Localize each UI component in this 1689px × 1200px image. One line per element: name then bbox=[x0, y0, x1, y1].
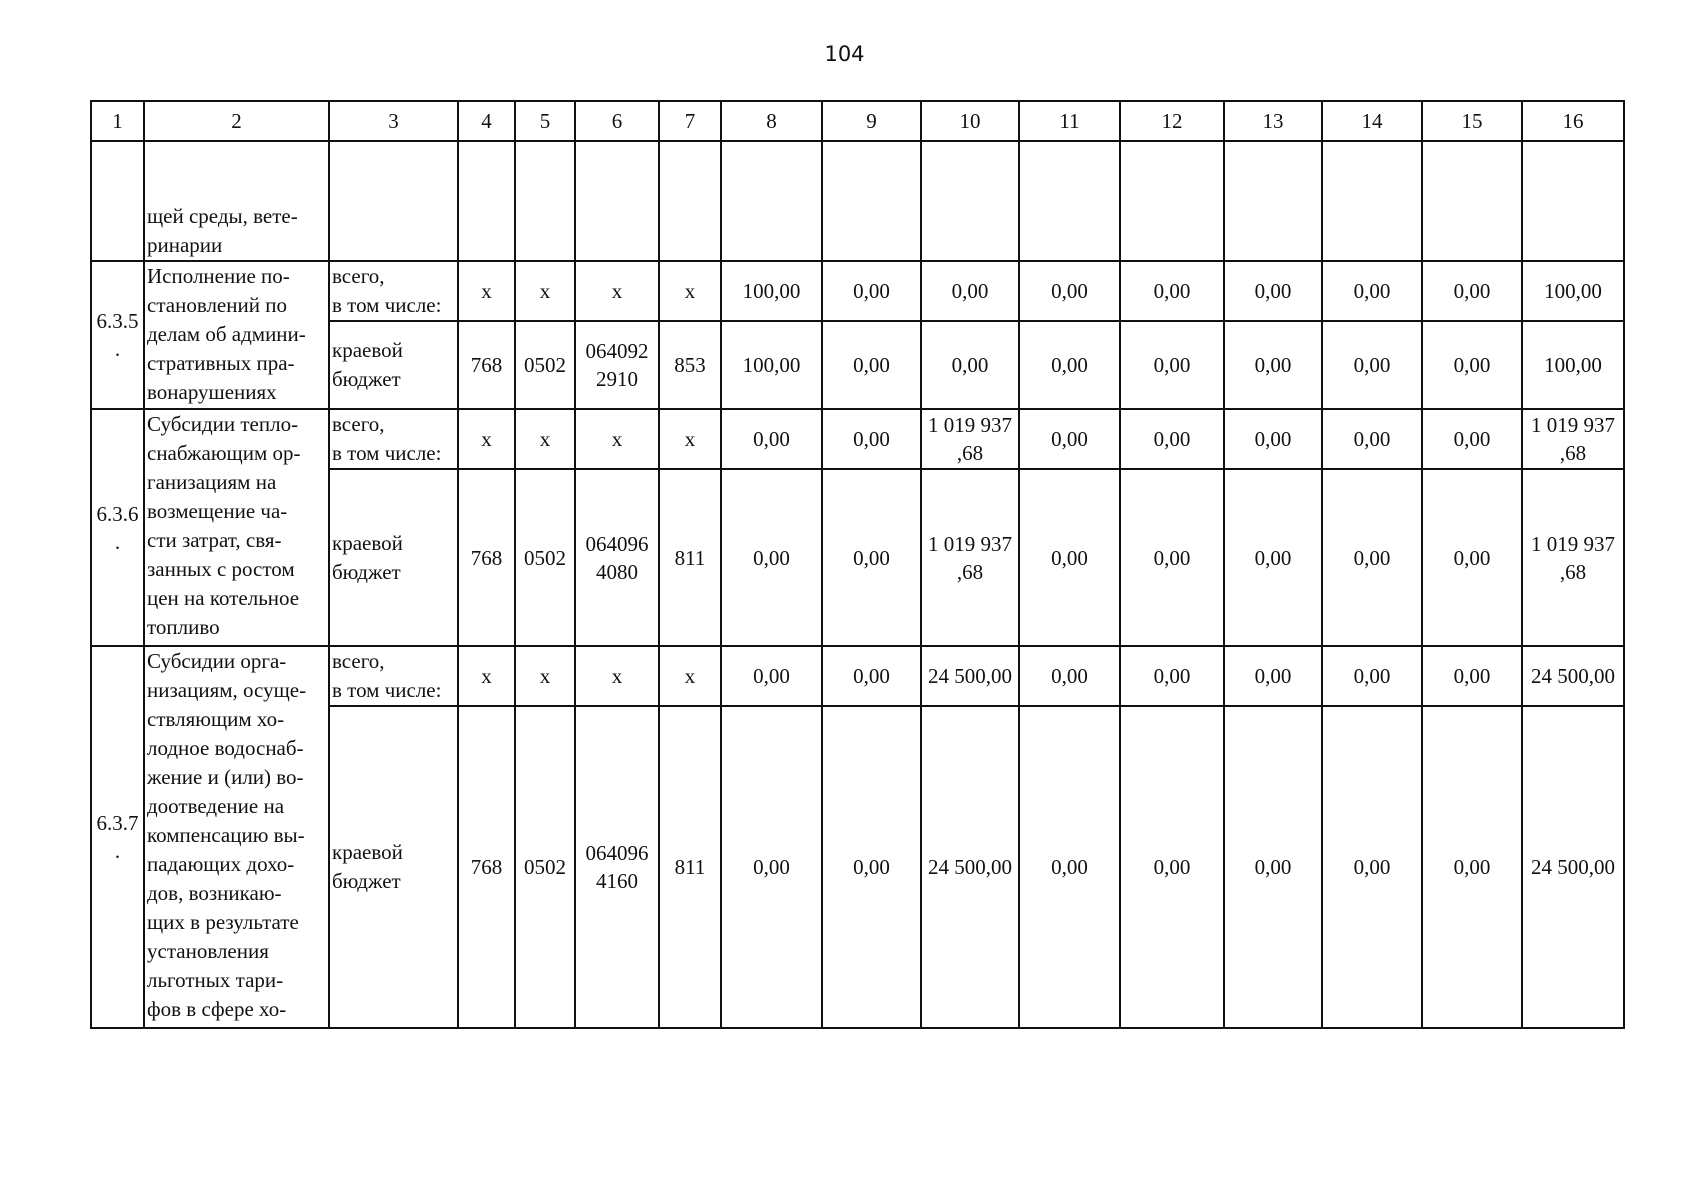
row-6-3-5-total bbox=[91, 261, 1624, 321]
cell-c4: x bbox=[458, 261, 515, 321]
cell-c12: 0,00 bbox=[1120, 706, 1224, 1028]
cell-c6: x bbox=[575, 409, 659, 469]
empty-cell bbox=[458, 141, 515, 261]
column-number: 2 bbox=[144, 101, 329, 141]
cell-c7: x bbox=[659, 409, 721, 469]
cell-c13: 0,00 bbox=[1224, 646, 1322, 706]
regional-label: краевой бюджет bbox=[329, 469, 458, 646]
cell-c7: x bbox=[659, 646, 721, 706]
cell-c11: 0,00 bbox=[1019, 469, 1120, 646]
cell-c6: x bbox=[575, 261, 659, 321]
empty-cell bbox=[1422, 141, 1522, 261]
cell-c16: 24 500,00 bbox=[1522, 706, 1624, 1028]
cell-c13: 0,00 bbox=[1224, 261, 1322, 321]
cell-c6: 064096 4160 bbox=[575, 706, 659, 1028]
cell-c6: 064096 4080 bbox=[575, 469, 659, 646]
column-number: 14 bbox=[1322, 101, 1422, 141]
cell-c9: 0,00 bbox=[822, 321, 921, 409]
cell-c13: 0,00 bbox=[1224, 706, 1322, 1028]
cell-c14: 0,00 bbox=[1322, 261, 1422, 321]
cell-c8: 0,00 bbox=[721, 706, 822, 1028]
cell-c10: 0,00 bbox=[921, 261, 1019, 321]
cell-c14: 0,00 bbox=[1322, 409, 1422, 469]
column-number-row bbox=[91, 101, 1624, 141]
row-6-3-7-total bbox=[91, 646, 1624, 706]
cell-c13: 0,00 bbox=[1224, 409, 1322, 469]
row-name: Исполнение по- становлений по делам об админи- стративных пра- вонарушениях bbox=[144, 261, 329, 409]
column-number: 8 bbox=[721, 101, 822, 141]
empty-cell bbox=[515, 141, 575, 261]
column-number: 1 bbox=[91, 101, 144, 141]
column-number: 12 bbox=[1120, 101, 1224, 141]
cell-c14: 0,00 bbox=[1322, 469, 1422, 646]
cell-c9: 0,00 bbox=[822, 646, 921, 706]
empty-cell bbox=[921, 141, 1019, 261]
cell-c9: 0,00 bbox=[822, 706, 921, 1028]
column-number: 16 bbox=[1522, 101, 1624, 141]
empty-cell bbox=[1322, 141, 1422, 261]
cell-c16: 1 019 937 ,68 bbox=[1522, 469, 1624, 646]
cell-c10: 1 019 937 ,68 bbox=[921, 469, 1019, 646]
cell-c8: 100,00 bbox=[721, 321, 822, 409]
cell-c16: 1 019 937 ,68 bbox=[1522, 409, 1624, 469]
column-number: 9 bbox=[822, 101, 921, 141]
cell-c9: 0,00 bbox=[822, 261, 921, 321]
empty-cell bbox=[822, 141, 921, 261]
row-6-3-6-total bbox=[91, 409, 1624, 469]
empty-cell bbox=[1224, 141, 1322, 261]
cell-c8: 0,00 bbox=[721, 646, 822, 706]
column-number: 6 bbox=[575, 101, 659, 141]
cell-c12: 0,00 bbox=[1120, 409, 1224, 469]
cell-c7: 853 bbox=[659, 321, 721, 409]
cell-c4: 768 bbox=[458, 321, 515, 409]
empty-cell bbox=[329, 141, 458, 261]
cell-c6: x bbox=[575, 646, 659, 706]
budget-table bbox=[90, 100, 1625, 1029]
cell-c14: 0,00 bbox=[1322, 646, 1422, 706]
cell-c12: 0,00 bbox=[1120, 646, 1224, 706]
cell-c10: 24 500,00 bbox=[921, 706, 1019, 1028]
row-id: 6.3.5 . bbox=[91, 261, 144, 409]
cell-c15: 0,00 bbox=[1422, 261, 1522, 321]
column-number: 15 bbox=[1422, 101, 1522, 141]
column-number: 4 bbox=[458, 101, 515, 141]
cell-c10: 24 500,00 bbox=[921, 646, 1019, 706]
column-number: 13 bbox=[1224, 101, 1322, 141]
cell-c5: 0502 bbox=[515, 469, 575, 646]
cell-c9: 0,00 bbox=[822, 469, 921, 646]
cell-c4: 768 bbox=[458, 469, 515, 646]
cell-c10: 1 019 937 ,68 bbox=[921, 409, 1019, 469]
cell-c12: 0,00 bbox=[1120, 469, 1224, 646]
column-number: 7 bbox=[659, 101, 721, 141]
cell-c13: 0,00 bbox=[1224, 321, 1322, 409]
cell-c15: 0,00 bbox=[1422, 646, 1522, 706]
empty-cell bbox=[1019, 141, 1120, 261]
cell-c11: 0,00 bbox=[1019, 409, 1120, 469]
cell-c4: x bbox=[458, 409, 515, 469]
cell-c15: 0,00 bbox=[1422, 706, 1522, 1028]
cell-c9: 0,00 bbox=[822, 409, 921, 469]
cell-c12: 0,00 bbox=[1120, 261, 1224, 321]
cell-c13: 0,00 bbox=[1224, 469, 1322, 646]
regional-label: краевой бюджет bbox=[329, 706, 458, 1028]
cell-c11: 0,00 bbox=[1019, 646, 1120, 706]
continuation-row bbox=[91, 141, 1624, 261]
cell-c7: 811 bbox=[659, 706, 721, 1028]
cell-c15: 0,00 bbox=[1422, 321, 1522, 409]
cell-c4: 768 bbox=[458, 706, 515, 1028]
row-id: 6.3.7 . bbox=[91, 646, 144, 1028]
total-label: всего, в том числе: bbox=[329, 646, 458, 706]
empty-cell bbox=[659, 141, 721, 261]
column-number: 10 bbox=[921, 101, 1019, 141]
cell-c7: 811 bbox=[659, 469, 721, 646]
cell-c7: x bbox=[659, 261, 721, 321]
cell-c15: 0,00 bbox=[1422, 409, 1522, 469]
total-label: всего, в том числе: bbox=[329, 261, 458, 321]
cell-c10: 0,00 bbox=[921, 321, 1019, 409]
cell-c5: 0502 bbox=[515, 706, 575, 1028]
cell-c16: 24 500,00 bbox=[1522, 646, 1624, 706]
column-number: 3 bbox=[329, 101, 458, 141]
cell-c15: 0,00 bbox=[1422, 469, 1522, 646]
cell-c11: 0,00 bbox=[1019, 706, 1120, 1028]
cell-c14: 0,00 bbox=[1322, 321, 1422, 409]
empty-cell bbox=[1120, 141, 1224, 261]
cell-c6: 064092 2910 bbox=[575, 321, 659, 409]
cell-c11: 0,00 bbox=[1019, 321, 1120, 409]
cell-c5: 0502 bbox=[515, 321, 575, 409]
row-name: Субсидии орга- низациям, осуще- ствляющим хо- лодное водоснаб- жение и (или) во- доотведение на компенсацию вы- падающих дохо- дов, возникаю- щих в результате установления льготных тари- фов в сфере хо- bbox=[144, 646, 329, 1028]
column-number: 5 bbox=[515, 101, 575, 141]
empty-cell bbox=[575, 141, 659, 261]
cell-c8: 0,00 bbox=[721, 409, 822, 469]
page-number: 104 bbox=[824, 42, 865, 66]
continuation-name: щей среды, вете- ринарии bbox=[144, 141, 329, 261]
row-id: 6.3.6 . bbox=[91, 409, 144, 646]
row-name: Субсидии тепло- снабжающим ор- ганизациям на возмещение ча- сти затрат, свя- занных с ростом цен на котельное топливо bbox=[144, 409, 329, 646]
cell-c16: 100,00 bbox=[1522, 321, 1624, 409]
cell-c8: 0,00 bbox=[721, 469, 822, 646]
empty-cell bbox=[721, 141, 822, 261]
cell-c5: x bbox=[515, 261, 575, 321]
cell-c16: 100,00 bbox=[1522, 261, 1624, 321]
regional-label: краевой бюджет bbox=[329, 321, 458, 409]
cell-c8: 100,00 bbox=[721, 261, 822, 321]
id-cell bbox=[91, 141, 144, 261]
total-label: всего, в том числе: bbox=[329, 409, 458, 469]
cell-c5: x bbox=[515, 646, 575, 706]
cell-c11: 0,00 bbox=[1019, 261, 1120, 321]
cell-c14: 0,00 bbox=[1322, 706, 1422, 1028]
column-number: 11 bbox=[1019, 101, 1120, 141]
cell-c4: x bbox=[458, 646, 515, 706]
cell-c12: 0,00 bbox=[1120, 321, 1224, 409]
empty-cell bbox=[1522, 141, 1624, 261]
cell-c5: x bbox=[515, 409, 575, 469]
